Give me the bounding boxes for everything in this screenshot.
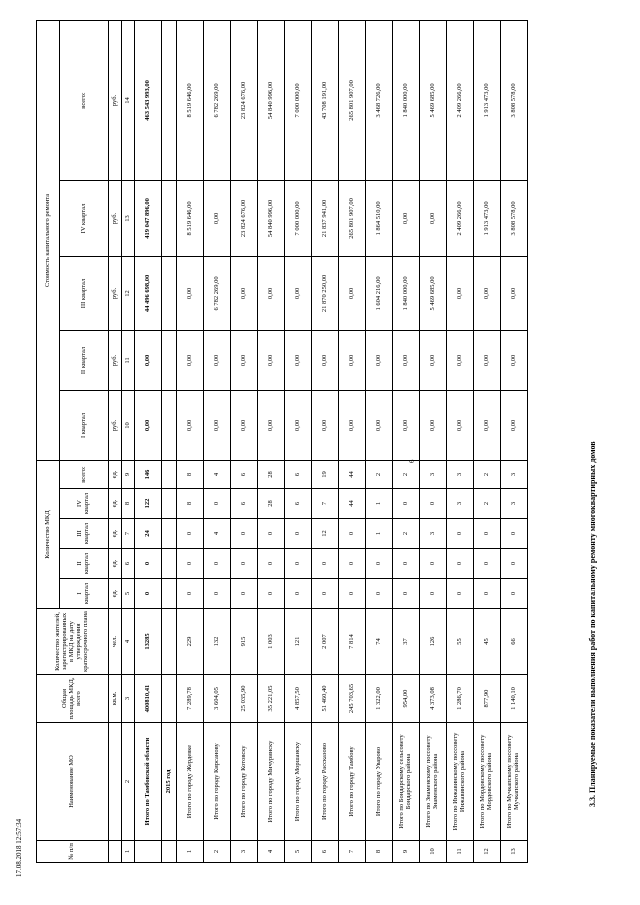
header-area: Общая площадь МКД, всего [37,675,109,723]
year-row [162,20,177,862]
table-cell: 6 [231,489,258,519]
table-cell [162,489,177,519]
table-row [501,20,528,862]
table-title: 3.3. Планируемые показатели выполнения работ по капитальному ремонту многоквартирных домов [588,441,597,807]
table-cell: 0 [393,579,420,609]
table-cell: 915 [231,609,258,675]
table-cell: 1 913 473,00 [474,20,501,180]
column-number-cell: 6 [122,549,135,579]
table-cell [135,841,162,863]
table-cell: 19 [312,460,339,488]
header-cost-q4: IV квартал [60,180,109,256]
row-name: Итого по городу Кирсанову [204,723,231,841]
table-cell: 0,00 [285,256,312,330]
table-cell: 44 496 698,00 [135,256,162,330]
header-count-total: всего: [60,460,109,488]
table-cell: 28 [258,489,285,519]
column-number-cell: 11 [122,330,135,390]
table-cell: 44 [339,460,366,488]
unit-cell: кв.м. [109,675,122,723]
table-cell: 0,00 [204,390,231,460]
column-number-cell: 2 [122,723,135,841]
table-cell [162,330,177,390]
header-count-q4: IV квартал [60,489,109,519]
table-cell: 43 708 191,00 [312,20,339,180]
table-row [177,20,204,862]
table-cell: 0 [177,519,204,549]
table-cell: 7 000 000,00 [285,180,312,256]
header-cost-q2: II квартал [60,330,109,390]
table-cell: 0 [285,579,312,609]
table-cell: 37 [393,609,420,675]
unit-cell: руб. [109,256,122,330]
table-cell: 877,90 [474,675,501,723]
table-cell: 74 [366,609,393,675]
table-cell: 0,00 [135,330,162,390]
table-cell: 4 857,50 [285,675,312,723]
table-cell: 8 [366,841,393,863]
table-cell: 0,00 [258,256,285,330]
unit-cell: ед. [109,549,122,579]
table-cell: 5 469 685,00 [420,256,447,330]
table-cell: 0,00 [474,256,501,330]
table-cell: 0 [474,519,501,549]
table-cell: 1 840 000,00 [393,256,420,330]
table-cell: 0,00 [258,390,285,460]
table-cell: 463 543 993,00 [135,20,162,180]
table-cell: 8 519 646,00 [177,180,204,256]
table-cell: 0 [231,549,258,579]
table-cell: 1 140,10 [501,675,528,723]
table-cell: 3 604,05 [204,675,231,723]
table-cell: 4 [204,519,231,549]
row-name: Итого по городу Тамбову [339,723,366,841]
table-cell: 0,00 [501,330,528,390]
table-cell [162,609,177,675]
table-cell: 2 [474,489,501,519]
table-cell: 21 870 250,00 [312,256,339,330]
table-cell: 1 322,00 [366,675,393,723]
unit-cell: ед. [109,460,122,488]
table-row [393,20,420,862]
table-cell: 1 913 473,00 [474,180,501,256]
row-name: Итого по Мучкапскому поссовету Мучкапского района [501,723,528,841]
table-cell: 7 [312,489,339,519]
row-name: Итого по городу Моршанску [285,723,312,841]
table-cell [162,841,177,863]
header-count-group: Количество МКД [37,460,60,608]
table-cell: 0 [447,549,474,579]
table-cell: 2 [393,460,420,488]
table-cell: 0 [339,579,366,609]
table-cell: 0 [204,549,231,579]
table-cell: 0 [474,549,501,579]
table-cell: 51 460,40 [312,675,339,723]
table-cell: 3 468 726,00 [366,20,393,180]
table-cell: 13285 [135,609,162,675]
header-count-q1: I квартал [60,579,109,609]
table-cell: 7 289,78 [177,675,204,723]
table-cell: 0 [393,549,420,579]
table-cell: 66 [501,609,528,675]
table-cell: 0,00 [501,390,528,460]
unit-cell: руб. [109,20,122,180]
table-cell: 0 [177,579,204,609]
table-cell: 0,00 [312,330,339,390]
table-cell: 0 [135,549,162,579]
column-number-cell: 4 [122,609,135,675]
table-cell: 3 [501,489,528,519]
table-cell: 0 [366,579,393,609]
unit-cell: ед. [109,579,122,609]
table-cell [162,390,177,460]
header-num: № п/п [37,841,109,863]
header-name: Наименование МО [37,723,109,841]
table-cell: 3 [447,489,474,519]
header-cost-q3: III квартал [60,256,109,330]
table-cell: 0 [177,549,204,579]
header-residents: Количество жителей, зарегистрированных в МКД на дату утверждения краткосрочного плана [37,609,109,675]
table-cell: 3 808 578,00 [501,20,528,180]
table-cell: 35 221,05 [258,675,285,723]
table-cell: 6 [285,489,312,519]
unit-cell [109,723,122,841]
table-cell: 24 [135,519,162,549]
table-cell: 0 [312,549,339,579]
table-cell: 245 703,65 [339,675,366,723]
print-timestamp: 17.08.2018 12:57:34 [15,818,23,877]
row-name: Итого по Бондарскому сельсовету Бондарского района [393,723,420,841]
table-cell: 7 000 000,00 [285,20,312,180]
table-cell: 7 [339,841,366,863]
table-cell: 0 [420,549,447,579]
unit-cell: руб. [109,330,122,390]
table-cell: 2 409 266,00 [447,180,474,256]
table-cell: 0,00 [231,330,258,390]
table-cell: 0,00 [231,256,258,330]
table-cell: 0,00 [339,330,366,390]
table-row [204,20,231,862]
rotated-sheet [10,15,630,895]
table-cell [162,20,177,180]
unit-cell: чел. [109,609,122,675]
table-cell: 0,00 [393,330,420,390]
column-number-cell: 10 [122,390,135,460]
column-numbers-row [122,20,135,862]
table-cell [162,579,177,609]
table-cell: 4 [204,460,231,488]
table-cell: 1 [366,489,393,519]
table-cell: 0,00 [339,390,366,460]
row-name: Итого по Тамбовской области [135,723,162,841]
table-cell: 12 [474,841,501,863]
table-cell: 0,00 [447,390,474,460]
table-row [339,20,366,862]
units-row [109,20,122,862]
table-cell: 3 [420,460,447,488]
table-cell: 0 [231,519,258,549]
table-cell: 1 604 216,00 [366,256,393,330]
table-cell: 5 [285,841,312,863]
column-number-cell: 3 [122,675,135,723]
table-cell: 0 [420,579,447,609]
table-cell: 0,00 [366,330,393,390]
table-cell: 2 [474,460,501,488]
table-cell [162,519,177,549]
row-name: Итого по городу Мичуринску [258,723,285,841]
table-cell: 0 [474,579,501,609]
table-cell: 23 824 676,00 [231,180,258,256]
row-name: Итого по Знаменскому поссовету Знаменского района [420,723,447,841]
table-row [447,20,474,862]
table-cell: 0,00 [177,256,204,330]
row-name: Итого по городу Уварово [366,723,393,841]
table-cell: 10 [420,841,447,863]
table-cell: 229 [177,609,204,675]
table-cell: 6 [285,460,312,488]
table-cell: 12 [312,519,339,549]
table-row [474,20,501,862]
column-number-cell: 12 [122,256,135,330]
table-cell: 2 [366,460,393,488]
table-cell: 8 519 646,00 [177,20,204,180]
table-row [285,20,312,862]
table-cell: 122 [135,489,162,519]
table-cell: 0,00 [447,256,474,330]
table-cell: 0,00 [501,256,528,330]
table-cell: 8 [177,460,204,488]
table-cell: 0,00 [231,390,258,460]
column-number-cell: 7 [122,519,135,549]
table-cell: 0 [501,549,528,579]
table-cell: 8 [177,489,204,519]
table-cell: 0 [231,579,258,609]
table-cell: 0 [285,519,312,549]
table-cell: 1 003 [258,609,285,675]
table-cell: 0,00 [447,330,474,390]
unit-cell: ед. [109,489,122,519]
table-cell: 0,00 [285,330,312,390]
table-cell: 0 [366,549,393,579]
column-number-cell: 9 [122,460,135,488]
table-cell: 146 [135,460,162,488]
table-body [135,20,528,862]
table-cell: 0,00 [366,390,393,460]
table-row [420,20,447,862]
table-cell: 3 [447,460,474,488]
table-cell: 0 [393,489,420,519]
table-cell: 132 [204,609,231,675]
unit-cell: руб. [109,180,122,256]
table-cell: 5 469 685,00 [420,20,447,180]
table-cell: 1 [366,519,393,549]
table-cell: 0 [501,519,528,549]
table-cell: 0,00 [285,390,312,460]
table-cell: 1 864 510,00 [366,180,393,256]
table-cell: 121 [285,609,312,675]
table-cell [162,180,177,256]
table-cell: 2 409 266,00 [447,20,474,180]
table-cell: 54 840 996,00 [258,20,285,180]
table-cell: 0,00 [339,256,366,330]
table-cell: 25 035,90 [231,675,258,723]
table-cell: 0,00 [177,330,204,390]
table-row [312,20,339,862]
table-cell: 13 [501,841,528,863]
table-cell: 28 [258,460,285,488]
table-cell: 0,00 [393,390,420,460]
page-number: 6 [408,459,416,463]
table-cell: 0 [339,549,366,579]
table-cell: 0,00 [204,180,231,256]
table-row [258,20,285,862]
repair-plan-table [36,20,528,863]
table-cell: 0 [204,579,231,609]
table-cell: 0,00 [420,390,447,460]
table-cell: 0 [501,579,528,609]
column-number-cell: 14 [122,20,135,180]
table-cell: 0 [420,489,447,519]
table-row [231,20,258,862]
table-cell: 55 [447,609,474,675]
row-name: Итого по Мордовскому поссовету Мордовского района [474,723,501,841]
table-cell: 419 047 896,00 [135,180,162,256]
table-cell: 0 [258,579,285,609]
table-row [366,20,393,862]
table-cell: 954,00 [393,675,420,723]
header-cost-total: всего: [60,20,109,180]
table-cell: 44 [339,489,366,519]
header-cost-q1: I квартал [60,390,109,460]
table-cell: 3 [420,519,447,549]
header-count-q3: III квартал [60,519,109,549]
table-cell: 0 [339,519,366,549]
table-cell: 2 [393,519,420,549]
table-cell: 3 [501,460,528,488]
column-number-cell: 13 [122,180,135,256]
table-cell: 0 [204,489,231,519]
table-cell: 3 [231,841,258,863]
table-cell: 400810,41 [135,675,162,723]
table-cell: 0,00 [258,330,285,390]
row-name: Итого по городу Рассказово [312,723,339,841]
table-cell: 54 840 996,00 [258,180,285,256]
column-number-cell: 5 [122,579,135,609]
table-cell: 0,00 [420,330,447,390]
column-number-cell: 1 [122,841,135,863]
table-cell: 0 [285,549,312,579]
table-cell: 265 801 907,00 [339,20,366,180]
table-cell: 0 [258,519,285,549]
table-cell: 3 808 578,00 [501,180,528,256]
table-cell: 6 782 269,00 [204,256,231,330]
table-cell: 0,00 [135,390,162,460]
table-cell: 1 [177,841,204,863]
row-name: Итого по городу Котовску [231,723,258,841]
table-cell: 4 373,08 [420,675,447,723]
column-number-cell: 8 [122,489,135,519]
table-cell: 9 [393,841,420,863]
total-row [135,20,162,862]
table-cell: 0 [447,519,474,549]
table-cell: 0,00 [204,330,231,390]
table-cell: 0 [447,579,474,609]
row-name: Итого по Инжавинскому поссовету Инжавинского района [447,723,474,841]
table-cell: 2 007 [312,609,339,675]
table-cell: 0,00 [474,330,501,390]
table-cell [162,675,177,723]
table-cell [162,549,177,579]
table-cell: 6 [312,841,339,863]
table-cell: 126 [420,609,447,675]
table-cell: 11 [447,841,474,863]
table-cell: 2 [204,841,231,863]
header-count-q2: II квартал [60,549,109,579]
table-cell: 7 814 [339,609,366,675]
table-cell: 0 [312,579,339,609]
table-cell: 0,00 [474,390,501,460]
table-cell: 0,00 [312,390,339,460]
table-cell: 1 286,70 [447,675,474,723]
table-cell: 6 782 269,00 [204,20,231,180]
table-cell: 0 [135,579,162,609]
unit-cell [109,841,122,863]
table-cell: 0 [258,549,285,579]
year-label: 2015 год [162,723,177,841]
table-cell: 0,00 [420,180,447,256]
table-cell: 21 837 941,00 [312,180,339,256]
unit-cell: ед. [109,519,122,549]
table-cell: 45 [474,609,501,675]
table-cell: 0,00 [177,390,204,460]
table-cell: 1 840 000,00 [393,20,420,180]
header-cost-group: Стоимость капитального ремонта [37,20,60,460]
table-cell: 23 824 676,00 [231,20,258,180]
unit-cell: руб. [109,390,122,460]
table-cell: 4 [258,841,285,863]
table-cell [162,460,177,488]
table-cell [162,256,177,330]
table-cell: 265 801 907,00 [339,180,366,256]
table-cell: 6 [231,460,258,488]
table-cell: 0,00 [393,180,420,256]
row-name: Итого по городу Жердевке [177,723,204,841]
